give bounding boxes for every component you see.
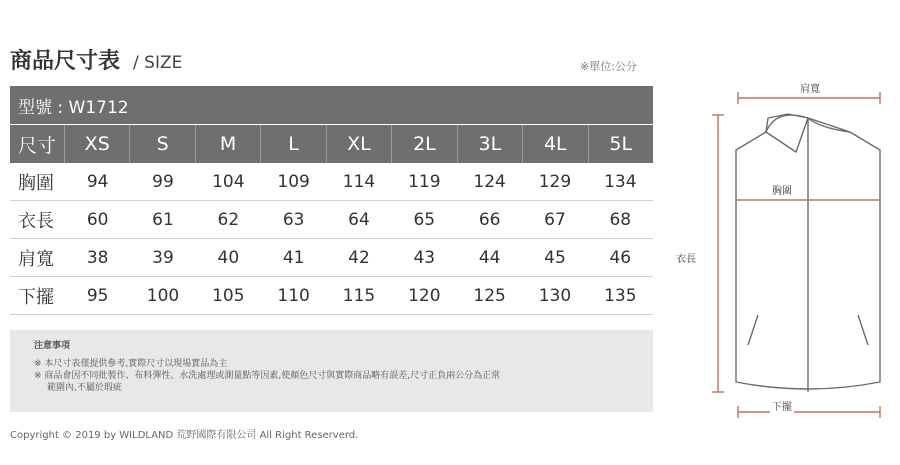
title-en: / SIZE [133, 53, 183, 73]
table-cell: 135 [604, 285, 637, 306]
table-cell: 130 [538, 285, 572, 306]
table-cell: 134 [604, 171, 637, 192]
notes-box [10, 330, 653, 412]
table-cell: 94 [86, 171, 109, 192]
table-cell: 129 [538, 171, 572, 192]
notes-line: ※ 本尺寸表僅提供參考,實際尺寸以現場實品為主 [34, 359, 228, 369]
hem-label: 下擺 [770, 398, 794, 413]
unit-note: ※單位:公分 [580, 60, 637, 73]
size-header-cell: 4L [523, 125, 588, 163]
model-number: 型號 : W1712 [10, 86, 653, 124]
size-header-cell: S [130, 125, 195, 163]
row-label: 下擺 [18, 286, 54, 308]
size-header-cell: XL [327, 125, 392, 163]
size-header-cell: XS [65, 125, 130, 163]
notes-line: 範圍內,不屬於瑕疵 [47, 383, 122, 393]
table-cell: 64 [348, 209, 370, 230]
table-cell: 119 [408, 171, 441, 192]
table-cell: 42 [348, 247, 370, 268]
table-cell: 38 [86, 247, 109, 268]
table-cell: 109 [277, 171, 310, 192]
size-header-label: 尺寸 [10, 125, 65, 163]
table-cell: 41 [282, 247, 305, 268]
notes-heading: 注意事項 [34, 341, 71, 351]
table-cell: 68 [609, 209, 632, 230]
size-header-cell: 5L [589, 125, 653, 163]
table-row-hem [10, 277, 653, 315]
table-cell: 63 [282, 209, 305, 230]
table-cell: 67 [544, 209, 566, 230]
size-header-cell: 3L [458, 125, 523, 163]
table-cell: 104 [212, 171, 245, 192]
garment-diagram [676, 70, 895, 430]
length-label: 衣長 [674, 250, 698, 265]
table-cell: 120 [408, 285, 441, 306]
table-cell: 46 [609, 247, 632, 268]
table-cell: 114 [342, 171, 376, 192]
table-cell: 124 [473, 171, 506, 192]
table-cell: 44 [478, 247, 501, 268]
copyright: Copyright © 2019 by WILDLAND 荒野國際有限公司 All Right Reserverd. [10, 430, 359, 441]
table-cell: 110 [277, 285, 310, 306]
table-cell: 66 [478, 209, 501, 230]
shoulder-label: 肩寬 [798, 80, 822, 95]
size-header-cell: 2L [392, 125, 457, 163]
table-cell: 100 [146, 285, 180, 306]
table-cell: 125 [473, 285, 506, 306]
table-cell: 60 [86, 209, 109, 230]
row-label: 肩寬 [18, 248, 54, 270]
page-title [10, 44, 182, 75]
table-row-length [10, 201, 653, 239]
table-row-chest [10, 163, 653, 201]
table-cell: 61 [152, 209, 174, 230]
table-row-shoulder [10, 239, 653, 277]
size-table [10, 86, 653, 315]
size-header-cell: L [261, 125, 326, 163]
row-label: 胸圍 [18, 172, 54, 194]
table-cell: 115 [342, 285, 376, 306]
row-label: 衣長 [18, 210, 54, 232]
size-header-cell: M [196, 125, 261, 163]
chest-label: 胸圍 [770, 182, 794, 197]
table-cell: 99 [152, 171, 174, 192]
measurement-arrows [680, 70, 895, 430]
table-cell: 105 [212, 285, 245, 306]
table-cell: 40 [217, 247, 240, 268]
size-header-row [10, 125, 653, 163]
table-cell: 62 [217, 209, 240, 230]
table-cell: 95 [86, 285, 109, 306]
table-cell: 39 [152, 247, 174, 268]
table-cell: 45 [544, 247, 566, 268]
notes-line: ※ 商品會因不同批製作、布料彈性、水洗處理或測量點等因素,使顏色尺寸與實際商品略有誤差,尺寸正負兩公分為正常 [34, 371, 501, 381]
table-cell: 65 [413, 209, 436, 230]
table-cell: 43 [413, 247, 436, 268]
title-zh: 商品尺寸表 [10, 49, 121, 74]
